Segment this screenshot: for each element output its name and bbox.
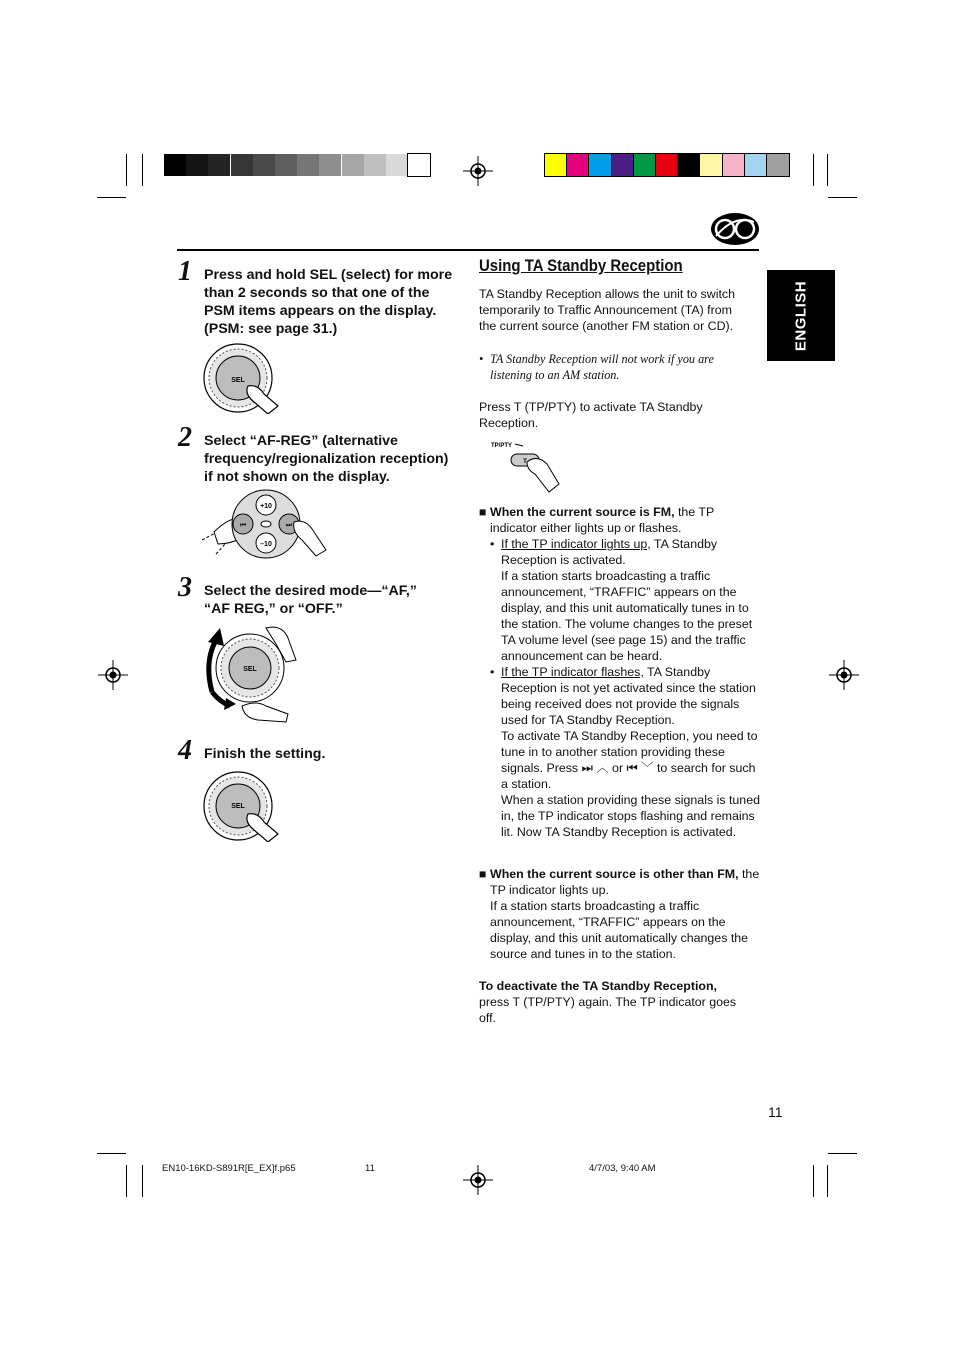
color-swatch [634, 154, 656, 176]
up-chevron-icon: ︿ [596, 761, 609, 775]
sel-knob-press-icon [198, 342, 284, 414]
gray-swatch [342, 154, 364, 176]
footer-page: 11 [365, 1163, 375, 1174]
press-instruction: Press T (TP/PTY) to activate TA Standby Reception. [479, 400, 703, 430]
next-track-icon: ⏭ [581, 761, 593, 775]
svg-text:T: T [523, 459, 527, 465]
footer-filename: EN10-16KD-S891R[E_EX]f.p65 [162, 1163, 296, 1174]
down-chevron-icon: ﹀ [641, 761, 654, 775]
registration-target-icon [98, 660, 128, 690]
svg-text:SEL: SEL [243, 666, 257, 673]
color-swatch [723, 154, 745, 176]
color-swatch [567, 154, 589, 176]
registration-target-icon [463, 156, 493, 186]
color-swatch [678, 154, 700, 176]
color-swatch [745, 154, 767, 176]
gray-swatch [208, 154, 230, 176]
step-text: Select the desired mode—“AF,” “AF REG,” or “OFF.” [204, 583, 417, 617]
gray-swatch [364, 154, 386, 176]
sel-knob-rotate-icon [202, 622, 302, 726]
note-bullet: • TA Standby Reception will not work if you are listening to an AM station. [479, 352, 714, 382]
registration-target-icon [463, 1165, 493, 1195]
gray-swatch [253, 154, 275, 176]
svg-text:TP/PTY: TP/PTY [491, 443, 513, 449]
step-number: 1 [178, 256, 192, 287]
section-title: Using TA Standby Reception [479, 256, 683, 275]
gray-swatch [186, 154, 208, 176]
registration-target-icon [829, 660, 859, 690]
gray-swatch [408, 154, 430, 176]
svg-text:⏮: ⏮ [239, 522, 247, 529]
svg-text:–10: –10 [260, 541, 272, 548]
joystick-control-icon [202, 488, 328, 560]
step-number: 2 [178, 422, 192, 453]
header-rule [177, 249, 759, 251]
color-swatch [656, 154, 678, 176]
footer-date: 4/7/03, 9:40 AM [589, 1163, 656, 1174]
step-number: 4 [178, 735, 192, 766]
sel-knob-press-icon [198, 770, 284, 842]
gray-swatch [386, 154, 408, 176]
color-swatch [612, 154, 634, 176]
svg-text:+10: +10 [260, 503, 272, 510]
gray-swatch [297, 154, 319, 176]
other-source-block: ■ When the current source is other than FM, the TP indicator lights up. If a station starts broadcasting a traffic announcement, “TRAFFIC” appears on the display, and this unit automatically changes the source and tunes in to the station. [479, 867, 760, 961]
radio-logo-icon [710, 212, 760, 246]
svg-text:⏭: ⏭ [285, 522, 293, 529]
step-number: 3 [178, 572, 192, 603]
color-swatch [700, 154, 722, 176]
gray-swatch [275, 154, 297, 176]
step-text: Select “AF-REG” (alternative frequency/regionalization reception) if not shown on the display. [204, 433, 449, 485]
step-text: Finish the setting. [204, 746, 326, 762]
step-text: Press and hold SEL (select) for more than 2 seconds so that one of the PSM items appears on the display. (PSM: see page 31.) [204, 267, 453, 337]
color-swatch [589, 154, 611, 176]
gray-swatch [164, 154, 186, 176]
intro-paragraph: TA Standby Reception allows the unit to switch temporarily to Traffic Announcement (TA) from the current source (another FM station or CD). [479, 287, 735, 333]
color-swatch [545, 154, 567, 176]
prev-track-icon: ⏮ [626, 761, 638, 775]
gray-swatch [319, 154, 341, 176]
svg-text:SEL: SEL [231, 803, 245, 810]
language-tab: ENGLISH [767, 270, 835, 361]
fm-source-block: ■ When the current source is FM, the TP indicator either lights up or flashes. • If the TP indicator lights up, TA Standby Reception is activated. If a station starts broadcasting a traffic announcement, “TRAFFIC” appears on the display, and this unit automatically tunes in to the station. The volume changes to the preset TA volume level (see page 15) and the traffic announcement can be heard. • If the TP indicator flashes, TA Standby Reception is not yet activated since the station being received does not provide the signals used for TA Standby Reception. To activate TA Standby Reception, you need to tune in to another station providing these signals. Press ⏭ ︿ or ⏮ ﹀ to search for such a station. When a station providing these signals is tuned in, the TP indicator stops flashing and remains lit. Now TA Standby Reception is activated. [479, 505, 760, 839]
page-number: 11 [768, 1104, 783, 1120]
svg-text:SEL: SEL [231, 377, 245, 384]
color-swatch [767, 154, 789, 176]
tp-pty-button-icon [489, 438, 563, 496]
deactivate-block: To deactivate the TA Standby Reception, press T (TP/PTY) again. The TP indicator goes off. [479, 979, 737, 1025]
gray-swatch [231, 154, 253, 176]
